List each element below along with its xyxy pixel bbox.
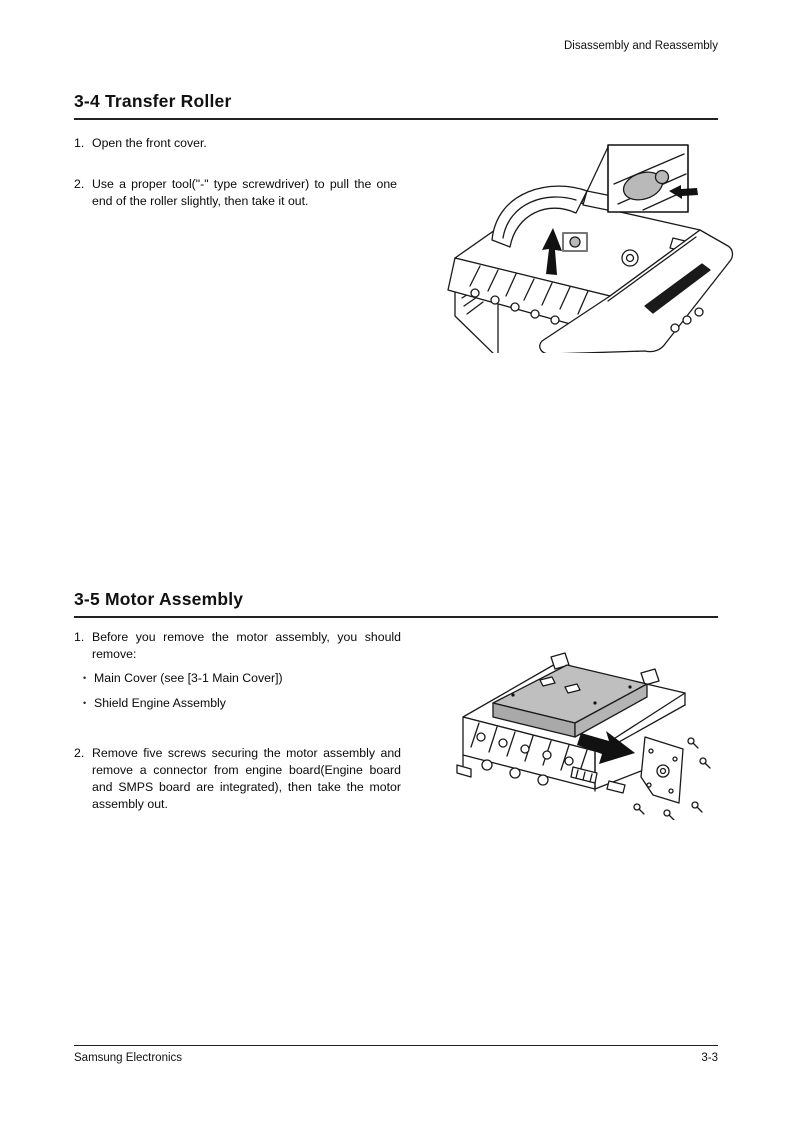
- figure-transfer-roller: [440, 138, 735, 353]
- step-number: 1.: [74, 136, 85, 150]
- screw-icon: [692, 802, 702, 812]
- screw-icon: [664, 810, 674, 820]
- screw-icon: [700, 758, 710, 768]
- footer-divider: [74, 1045, 718, 1046]
- step-text: Before you remove the motor assembly, you should remove:: [92, 630, 401, 661]
- bullet-icon: •: [83, 698, 87, 708]
- screw-icon: [634, 804, 644, 814]
- engine-frame-illustration-icon: [445, 625, 715, 820]
- screw-icon: [688, 738, 698, 748]
- step-item: [74, 176, 397, 210]
- bullet-text: Shield Engine Assembly: [94, 696, 226, 710]
- printer-open-cover-illustration-icon: [440, 138, 735, 353]
- section-title-motor-assembly: 3-5 Motor Assembly: [74, 589, 244, 609]
- step-number: 2.: [74, 177, 85, 191]
- section-divider: [74, 616, 718, 618]
- bullet-item: [83, 695, 401, 712]
- step-text: Use a proper tool("-" type screwdriver) to pull the one end of the roller slightly, then take it out.: [92, 177, 397, 208]
- running-header: Disassembly and Reassembly: [563, 40, 718, 52]
- step-text: Open the front cover.: [92, 136, 207, 150]
- section-title-transfer-roller: 3-4 Transfer Roller: [74, 91, 232, 111]
- step-item: [74, 629, 401, 663]
- step-item: [74, 745, 401, 813]
- step-text: Remove five screws securing the motor assembly and remove a connector from engine board(Engine board and SMPS board are integrated), then take the motor assembly out.: [92, 746, 401, 811]
- motor-assembly-steps: [74, 629, 401, 813]
- footer-page-number: 3-3: [701, 1052, 718, 1064]
- footer-company: Samsung Electronics: [74, 1052, 183, 1064]
- bullet-item: [83, 670, 401, 687]
- step-number: 1.: [74, 630, 85, 644]
- section-divider: [74, 118, 718, 120]
- bullet-text: Main Cover (see [3-1 Main Cover]): [94, 671, 283, 685]
- step-item: [74, 135, 397, 152]
- transfer-roller-steps: [74, 135, 397, 210]
- bullet-icon: •: [83, 673, 87, 683]
- step-number: 2.: [74, 746, 85, 760]
- figure-motor-assembly: [445, 625, 715, 820]
